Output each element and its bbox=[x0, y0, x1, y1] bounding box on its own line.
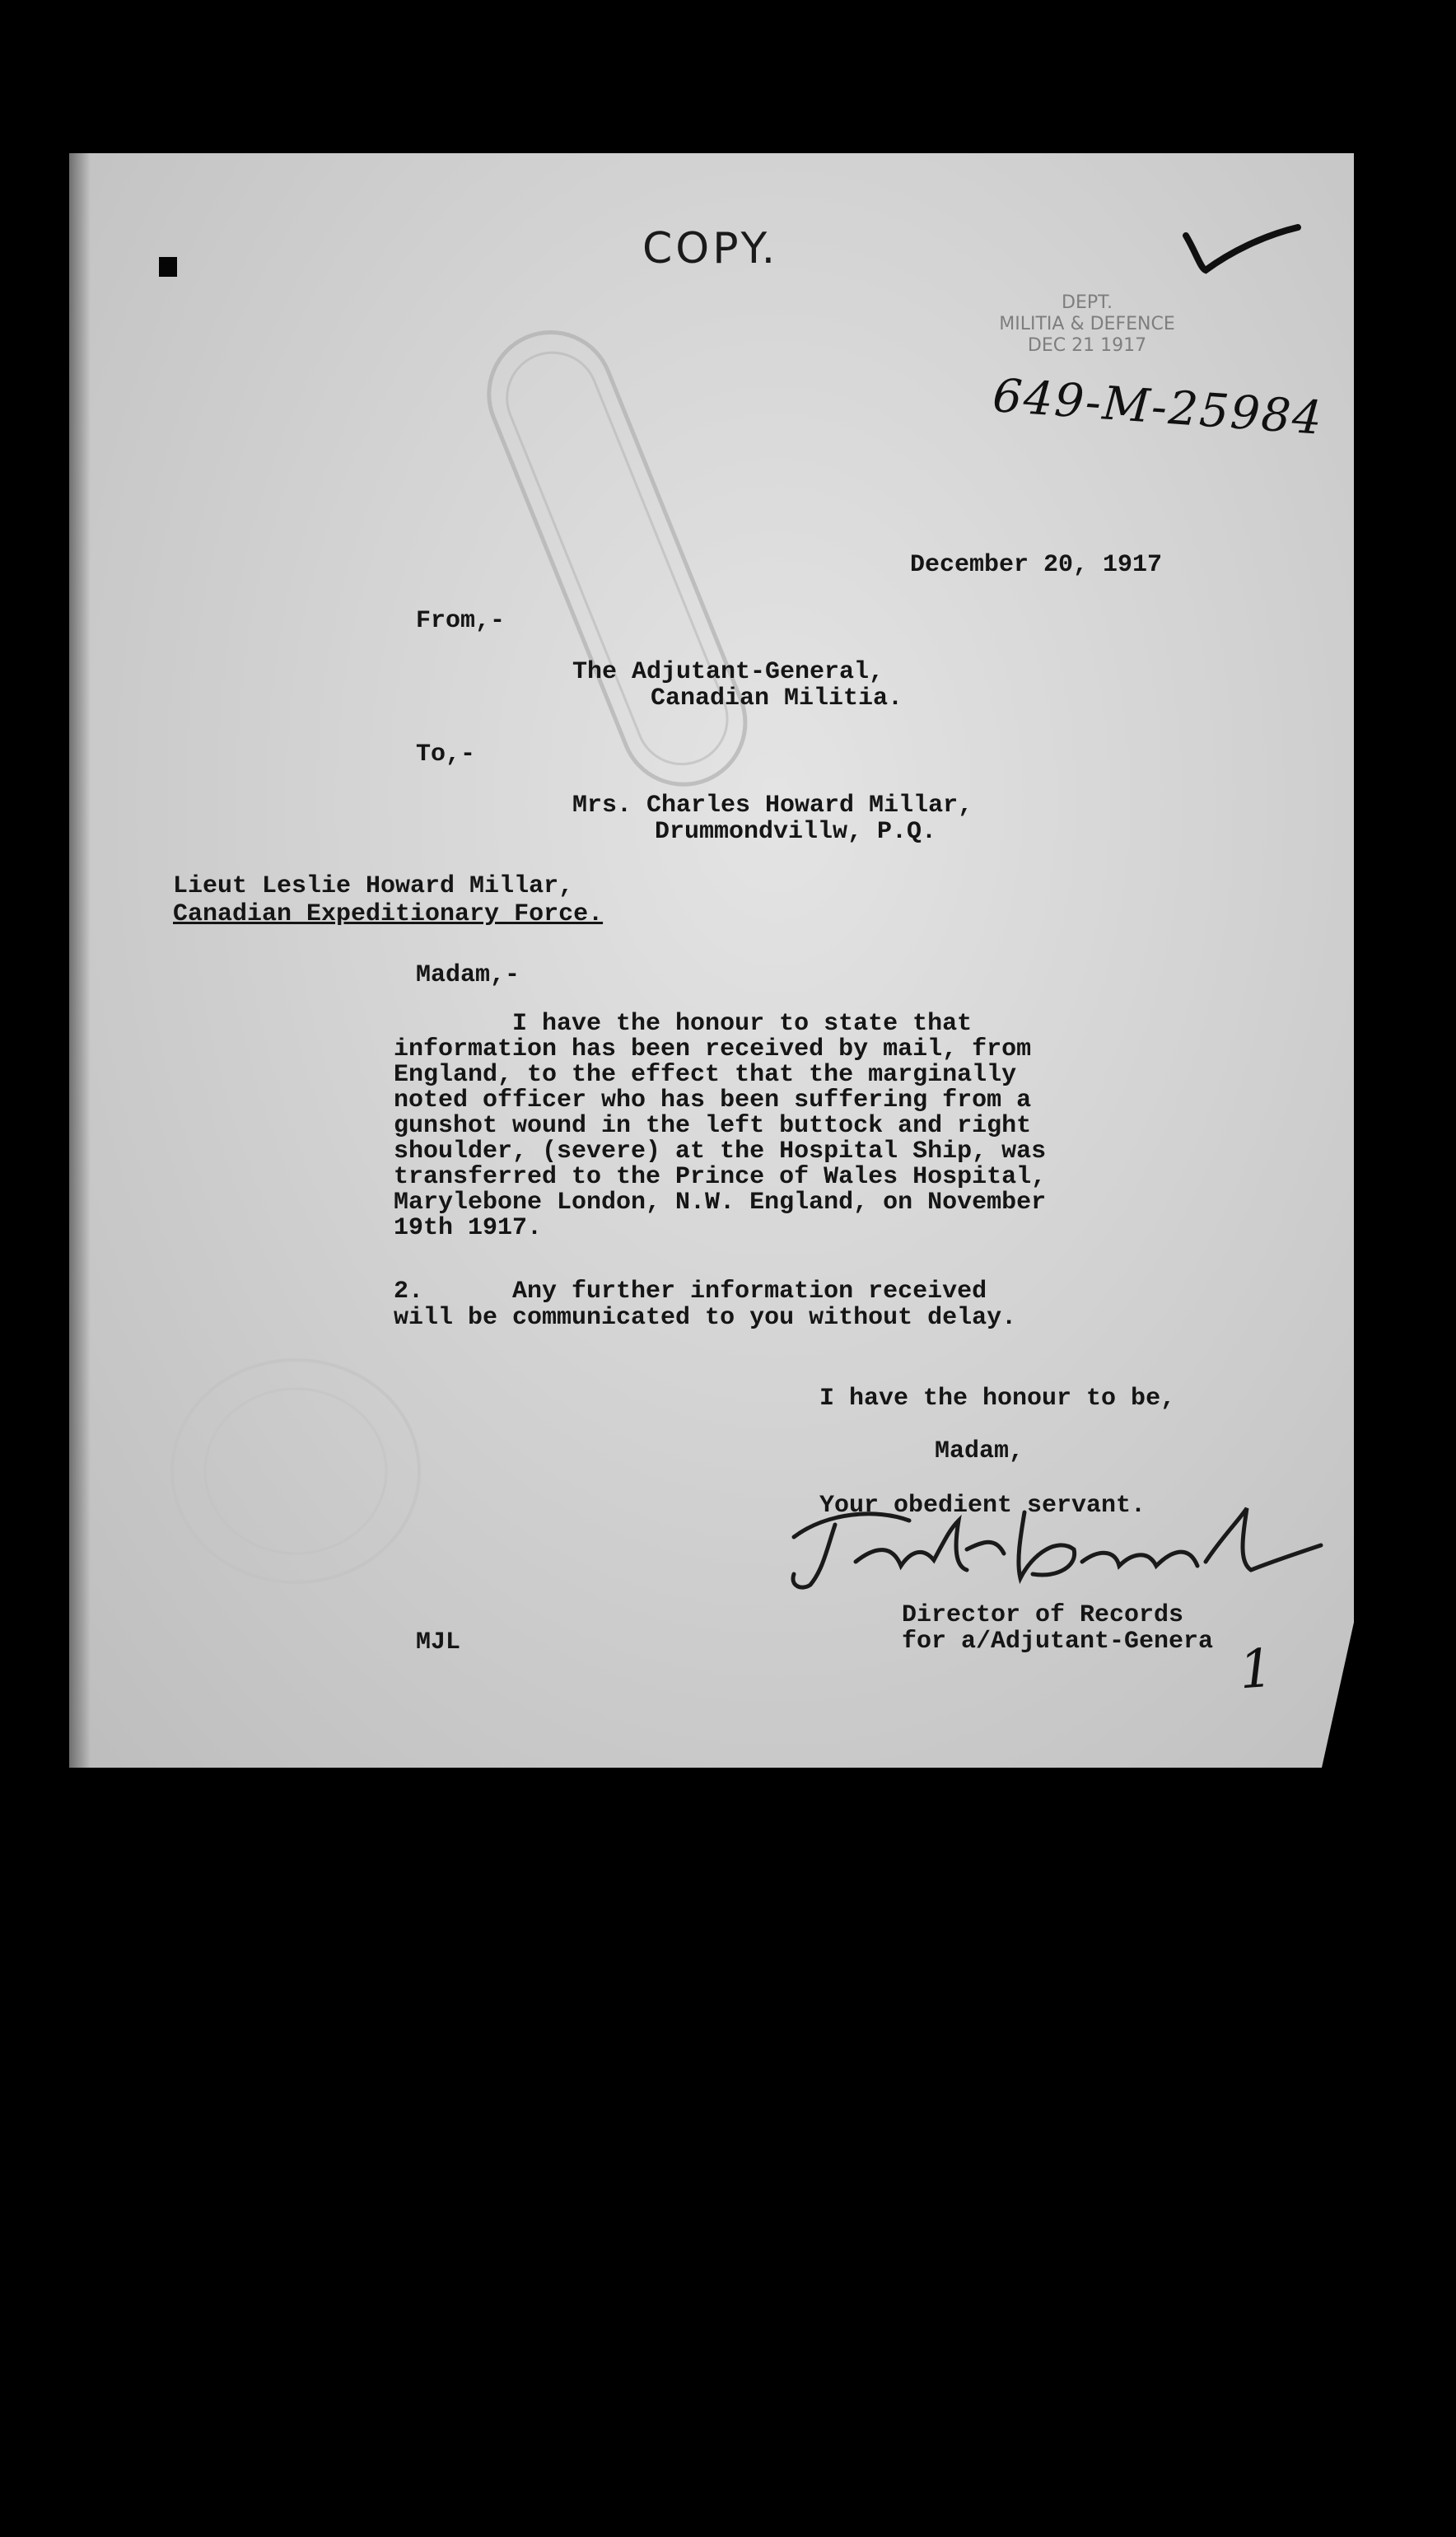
signer-title: Director of Records bbox=[902, 1601, 1184, 1629]
letter-date: December 20, 1917 bbox=[910, 551, 1163, 579]
page-mark: 1 bbox=[1237, 1638, 1276, 1702]
closing-salutation: Madam, bbox=[935, 1437, 1024, 1465]
subject-officer: Lieut Leslie Howard Millar, bbox=[173, 872, 574, 900]
stamp-line-dept: DEPT. bbox=[1062, 292, 1113, 313]
circular-stamp-icon bbox=[160, 1348, 432, 1595]
received-stamp bbox=[980, 292, 1194, 357]
copy-heading: COPY. bbox=[642, 224, 779, 273]
recipient-address: Drummondvillw, P.Q. bbox=[655, 818, 937, 846]
salutation: Madam,- bbox=[416, 961, 520, 989]
from-label: From,- bbox=[416, 607, 506, 635]
ink-mark-icon bbox=[158, 256, 178, 278]
file-number: 649-M-25984 bbox=[991, 369, 1325, 446]
recipient-name: Mrs. Charles Howard Millar, bbox=[572, 792, 973, 820]
checkmark-icon bbox=[1181, 203, 1304, 277]
sender-title: The Adjutant-General, bbox=[572, 658, 884, 686]
oval-stamp-icon bbox=[432, 269, 810, 845]
typist-initials: MJL bbox=[416, 1628, 461, 1656]
to-label: To,- bbox=[416, 741, 476, 769]
sender-organization: Canadian Militia. bbox=[651, 684, 903, 713]
stamp-line-department: MILITIA & DEFENCE bbox=[999, 314, 1175, 334]
closing-line: I have the honour to be, bbox=[819, 1385, 1176, 1413]
closing-servant: Your obedient servant. bbox=[819, 1492, 1146, 1520]
subject-unit: Canadian Expeditionary Force. bbox=[173, 900, 604, 928]
signer-office: for a/Adjutant-Genera bbox=[902, 1628, 1214, 1656]
closing-paragraph: 2. Any further information received will be communicated to you without delay. bbox=[394, 1278, 1017, 1332]
stamp-line-date: DEC 21 1917 bbox=[1027, 335, 1147, 356]
body-paragraph: I have the honour to state that information has been received by mail, from England, to the effect that the marginally noted officer who has been suffering from a gunshot wound in the left buttock and right shoulder, (severe) at the Hospital Ship, was transferred to the Prince of Wales Hospital, Marylebone London, N.W. England, on November 19th 1917. bbox=[394, 1010, 1047, 1242]
